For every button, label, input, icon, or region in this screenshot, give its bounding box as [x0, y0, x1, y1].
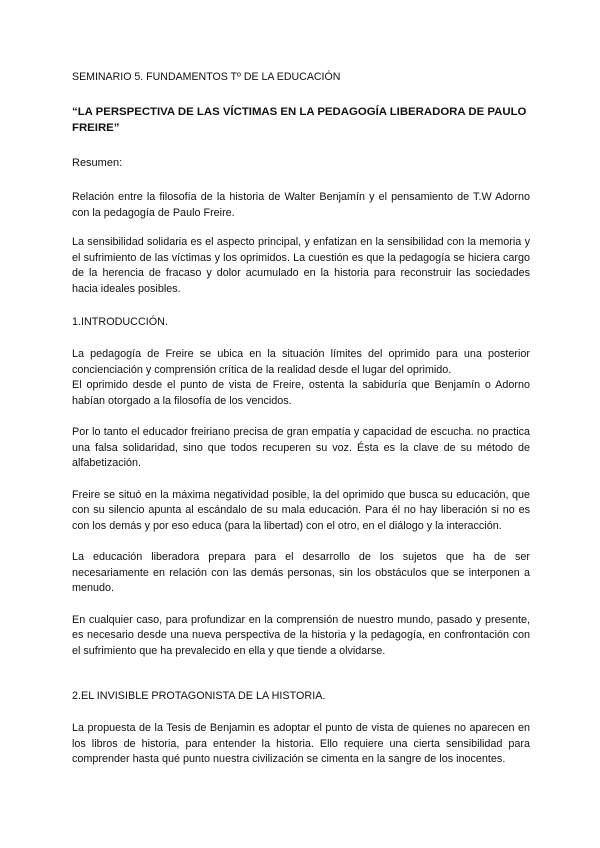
intro-paragraph: El oprimido desde el punto de vista de Freire, ostenta la sabiduría que Benjamín o Adorno habían otorgado a la filosofía de los vencidos.: [72, 379, 530, 407]
summary-paragraph: Relación entre la filosofía de la historia de Walter Benjamín y el pensamiento de T.W Adorno con la pedagogía de Paulo Freire.: [72, 191, 530, 219]
section-heading-introduccion: 1.INTRODUCCIÓN.: [72, 316, 168, 328]
section-heading-protagonista: 2.EL INVISIBLE PROTAGONISTA DE LA HISTORIA.: [72, 690, 326, 702]
document-title: “LA PERSPECTIVA DE LAS VÍCTIMAS EN LA PEDAGOGÍA LIBERADORA DE PAULO FREIRE”: [72, 106, 527, 134]
intro-paragraph: La pedagogía de Freire se ubica en la situación límites del oprimido para una posterior concienciación y comprensión crítica de la realidad desde el lugar del oprimido.: [72, 348, 530, 376]
section2-paragraph: La propuesta de la Tesis de Benjamin es adoptar el punto de vista de quienes no aparecen en los libros de historia, para entender la historia. Ello requiere una cierta sensibilidad para comprender hasta qué punto nuestra civilización se cimenta en la sangre de los inocentes.: [72, 722, 530, 765]
intro-paragraph: En cualquier caso, para profundizar en la comprensión de nuestro mundo, pasado y presente, es necesario desde una nueva perspectiva de la historia y la pedagogía, en confrontación con el sufrimiento que ha prevalecido en ella y que tiende a olvidarse.: [72, 613, 530, 657]
intro-paragraph: Por lo tanto el educador freiriano precisa de gran empatía y capacidad de escucha. no practica una falsa solidaridad, sino que todos recuperen su voz. Ésta es la clave de su método de alfabetización.: [72, 426, 530, 469]
intro-paragraph: La educación liberadora prepara para el desarrollo de los sujetos que ha de ser necesariamente en relación con las demás personas, sin los obstáculos que se interponen a menudo.: [72, 551, 530, 594]
course-line: SEMINARIO 5. FUNDAMENTOS Tº DE LA EDUCACIÓN: [72, 71, 341, 83]
summary-paragraph: La sensibilidad solidaria es el aspecto principal, y enfatizan en la sensibilidad con la memoria y el sufrimiento de las víctimas y los oprimidos. La cuestión es que la pedagogía se hiciera cargo de la herencia de fracaso y dolor acumulado en la historia para reconstruir las sociedades hacia ideales posibles.: [72, 236, 530, 295]
intro-paragraph: Freire se situó en la máxima negatividad posible, la del oprimido que busca su educación, que con su silencio apunta al escándalo de su mala educación. Para él no hay liberación si no es con los demás y por eso educa (para la libertad) con el otro, en el diálogo y la interacción.: [72, 488, 530, 532]
summary-label: Resumen:: [72, 157, 123, 169]
